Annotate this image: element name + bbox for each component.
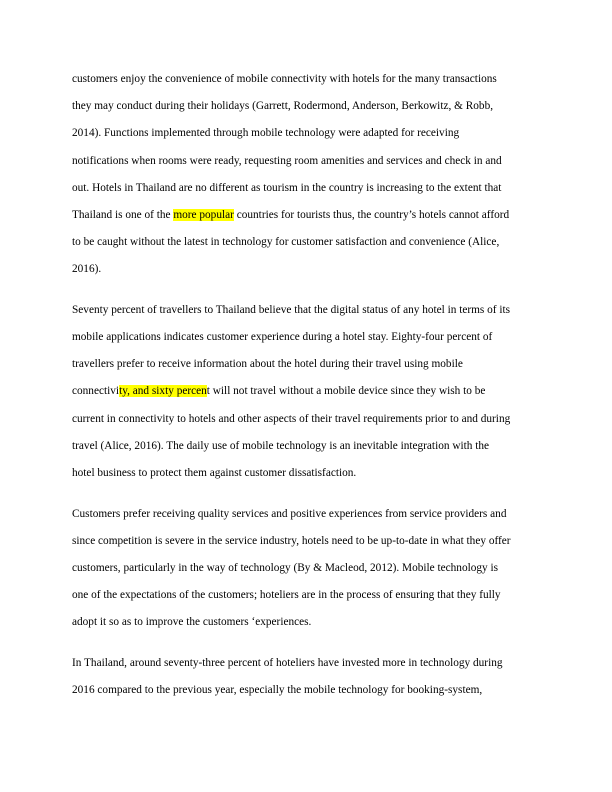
text-segment: notifications when rooms were ready, requesting room amenities and services and check in and (72, 154, 502, 167)
text-segment: mobile applications indicates customer experience during a hotel stay. Eighty-four percent of (72, 331, 493, 344)
text-line (72, 120, 538, 147)
text-line (72, 677, 538, 704)
text-line (72, 351, 538, 378)
text-line (72, 297, 538, 324)
text-line (72, 202, 538, 229)
text-line (72, 501, 538, 528)
paragraph (72, 66, 538, 284)
text-line (72, 460, 538, 487)
text-line (72, 148, 538, 175)
text-line (72, 609, 538, 636)
text-line (72, 256, 538, 283)
text-line (72, 555, 538, 582)
highlighted-text: ty, and sixty percen (119, 385, 207, 398)
paragraph (72, 297, 538, 487)
text-line (72, 406, 538, 433)
text-segment: customers enjoy the convenience of mobile connectivity with hotels for the many transactions (72, 73, 497, 85)
text-segment: Customers prefer receiving quality services and positive experiences from service providers and (72, 507, 507, 520)
text-line (72, 378, 538, 405)
text-segment: customers, particularly in the way of technology (By & Macleod, 2012). Mobile technology is (72, 561, 499, 574)
text-segment: 2016 compared to the previous year, especially the mobile technology for booking-system, (72, 684, 483, 697)
text-line (72, 528, 538, 555)
text-segment: connectivi (72, 385, 120, 398)
text-segment: adopt it so as to improve the customers ‘experiences. (72, 616, 312, 629)
text-segment: hotel business to protect them against customer dissatisfaction. (72, 467, 357, 480)
text-line (72, 582, 538, 609)
paragraph (72, 650, 538, 704)
text-line (72, 433, 538, 460)
text-segment: out. Hotels in Thailand are no different as tourism in the country is increasing to the extent that (72, 181, 502, 194)
text-segment: travel (Alice, 2016). The daily use of mobile technology is an inevitable integration with the (72, 439, 490, 452)
text-line (72, 324, 538, 351)
text-segment: since competition is severe in the service industry, hotels need to be up-to-date in what they offer (72, 534, 511, 547)
text-segment: they may conduct during their holidays (Garrett, Rodermond, Anderson, Berkowitz, & Robb, (72, 100, 494, 113)
text-segment: one of the expectations of the customers; hoteliers are in the process of ensuring that they fully (72, 589, 501, 602)
text-segment: to be caught without the latest in technology for customer satisfaction and convenience (Alice, (72, 236, 500, 249)
text-segment: travellers prefer to receive information about the hotel during their travel using mobile (72, 358, 463, 371)
text-segment: Seventy percent of travellers to Thailand believe that the digital status of any hotel in terms of its (72, 303, 511, 316)
document-body (72, 66, 538, 718)
text-segment: countries for tourists thus, the country’s hotels cannot afford (233, 208, 510, 221)
text-line (72, 650, 538, 677)
highlighted-text: more popular (173, 208, 234, 221)
text-segment: 2014). Functions implemented through mobile technology were adapted for receiving (72, 127, 460, 140)
text-line (72, 175, 538, 202)
paragraph (72, 501, 538, 637)
text-segment: In Thailand, around seventy-three percent of hoteliers have invested more in technology during (72, 656, 503, 669)
text-line (72, 93, 538, 120)
text-line (72, 229, 538, 256)
text-segment: t will not travel without a mobile device since they wish to be (206, 385, 486, 398)
text-segment: Thailand is one of the (72, 208, 174, 221)
text-line (72, 66, 538, 93)
text-segment: 2016). (72, 263, 102, 276)
text-segment: current in connectivity to hotels and other aspects of their travel requirements prior to and during (72, 412, 511, 425)
